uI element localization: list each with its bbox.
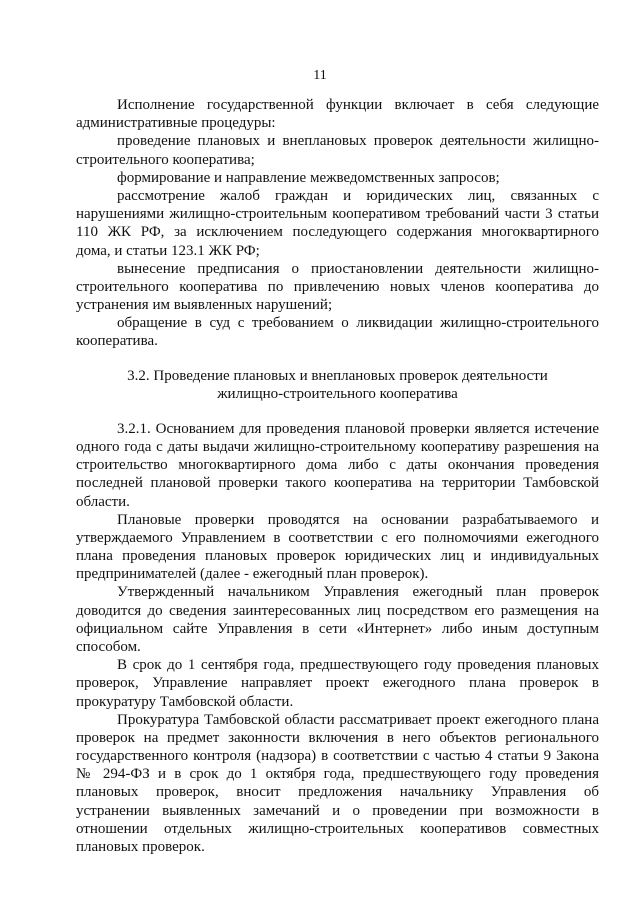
text-line: предпринимателей (далее - ежегодный план проверок). bbox=[76, 566, 429, 583]
text-line: государственного контроля (надзора) в соответствии с частью 4 статьи 9 Закона bbox=[76, 748, 599, 765]
text-line: Плановые проверки проводятся на основании разрабатываемого и bbox=[117, 511, 599, 528]
text-line: нарушениями жилищно-строительным кооперативом требований части 3 статьи bbox=[76, 206, 599, 223]
text-line: проверок, Управление направляет проект ежегодного плана проверок в bbox=[76, 675, 599, 692]
text-line: дома, и статьи 123.1 ЖК РФ; bbox=[76, 242, 260, 259]
text-line: доводится до сведения заинтересованных лиц посредством его размещения на bbox=[76, 602, 599, 619]
text-line: формирование и направление межведомственных запросов; bbox=[117, 169, 500, 186]
text-line: последней плановой проверки такого кооператива на территории Тамбовской bbox=[76, 475, 599, 492]
section-heading: 3.2. Проведение плановых и внеплановых проверок деятельности bbox=[127, 368, 548, 384]
text-line: официальном сайте Управления в сети «Интернет» либо иным доступным bbox=[76, 620, 599, 637]
text-line: плановых проверок, вносит предложения начальнику Управления об bbox=[76, 784, 599, 801]
text-line: 110 ЖК РФ, за исключением последующего содержания многоквартирного bbox=[76, 224, 599, 241]
page-number: 11 bbox=[313, 68, 327, 83]
text-line: рассмотрение жалоб граждан и юридических лиц, связанных с bbox=[117, 187, 599, 204]
text-line: строительного кооператива; bbox=[76, 151, 255, 168]
text-line: № 294-ФЗ и в срок до 1 октября года, предшествующего году проведения bbox=[76, 766, 599, 783]
text-line: Исполнение государственной функции включает в себя следующие bbox=[117, 97, 599, 113]
text-line: строительство многоквартирного дома либо с даты окончания проведения bbox=[76, 457, 599, 474]
text-line: отношении отдельных жилищно-строительных кооперативов совместных bbox=[76, 820, 599, 837]
text-line: административные процедуры: bbox=[76, 115, 276, 132]
text-line: способом. bbox=[76, 639, 141, 655]
text-line: Прокуратура Тамбовской области рассматривает проект ежегодного плана bbox=[117, 711, 599, 728]
text-line: В срок до 1 сентября года, предшествующего году проведения плановых bbox=[117, 657, 599, 674]
text-line: устранении выявленных замечаний и о проведении при возможности в bbox=[76, 802, 599, 819]
text-line: проведение плановых и внеплановых проверок деятельности жилищно- bbox=[117, 133, 599, 150]
text-line: Утвержденный начальником Управления ежегодный план проверок bbox=[117, 584, 599, 601]
text-line: плановых проверок. bbox=[76, 839, 205, 855]
text-line: области. bbox=[76, 493, 130, 510]
text-line: проверок на предмет законности включения в него объектов регионального bbox=[76, 729, 599, 746]
text-line: 3.2.1. Основанием для проведения плановой проверки является истечение bbox=[117, 420, 599, 437]
text-line: вынесение предписания о приостановлении деятельности жилищно- bbox=[117, 260, 599, 277]
text-line: утверждаемого Управлением в соответствии с его полномочиями ежегодного bbox=[76, 529, 599, 546]
text-line: кооператива. bbox=[76, 333, 158, 350]
text-line: обращение в суд с требованием о ликвидации жилищно-строительного bbox=[117, 315, 599, 332]
section-heading: жилищно-строительного кооператива bbox=[217, 386, 458, 403]
text-line: устранения им выявленных нарушений; bbox=[76, 297, 333, 313]
text-line: строительного кооператива по привлечению новых членов кооператива до bbox=[76, 278, 599, 295]
text-line: одного года с даты выдачи жилищно-строительному кооперативу разрешения на bbox=[76, 438, 599, 455]
text-line: прокуратуру Тамбовской области. bbox=[76, 693, 294, 710]
text-line: плана проведения плановых проверок юридических лиц и индивидуальных bbox=[76, 548, 599, 564]
